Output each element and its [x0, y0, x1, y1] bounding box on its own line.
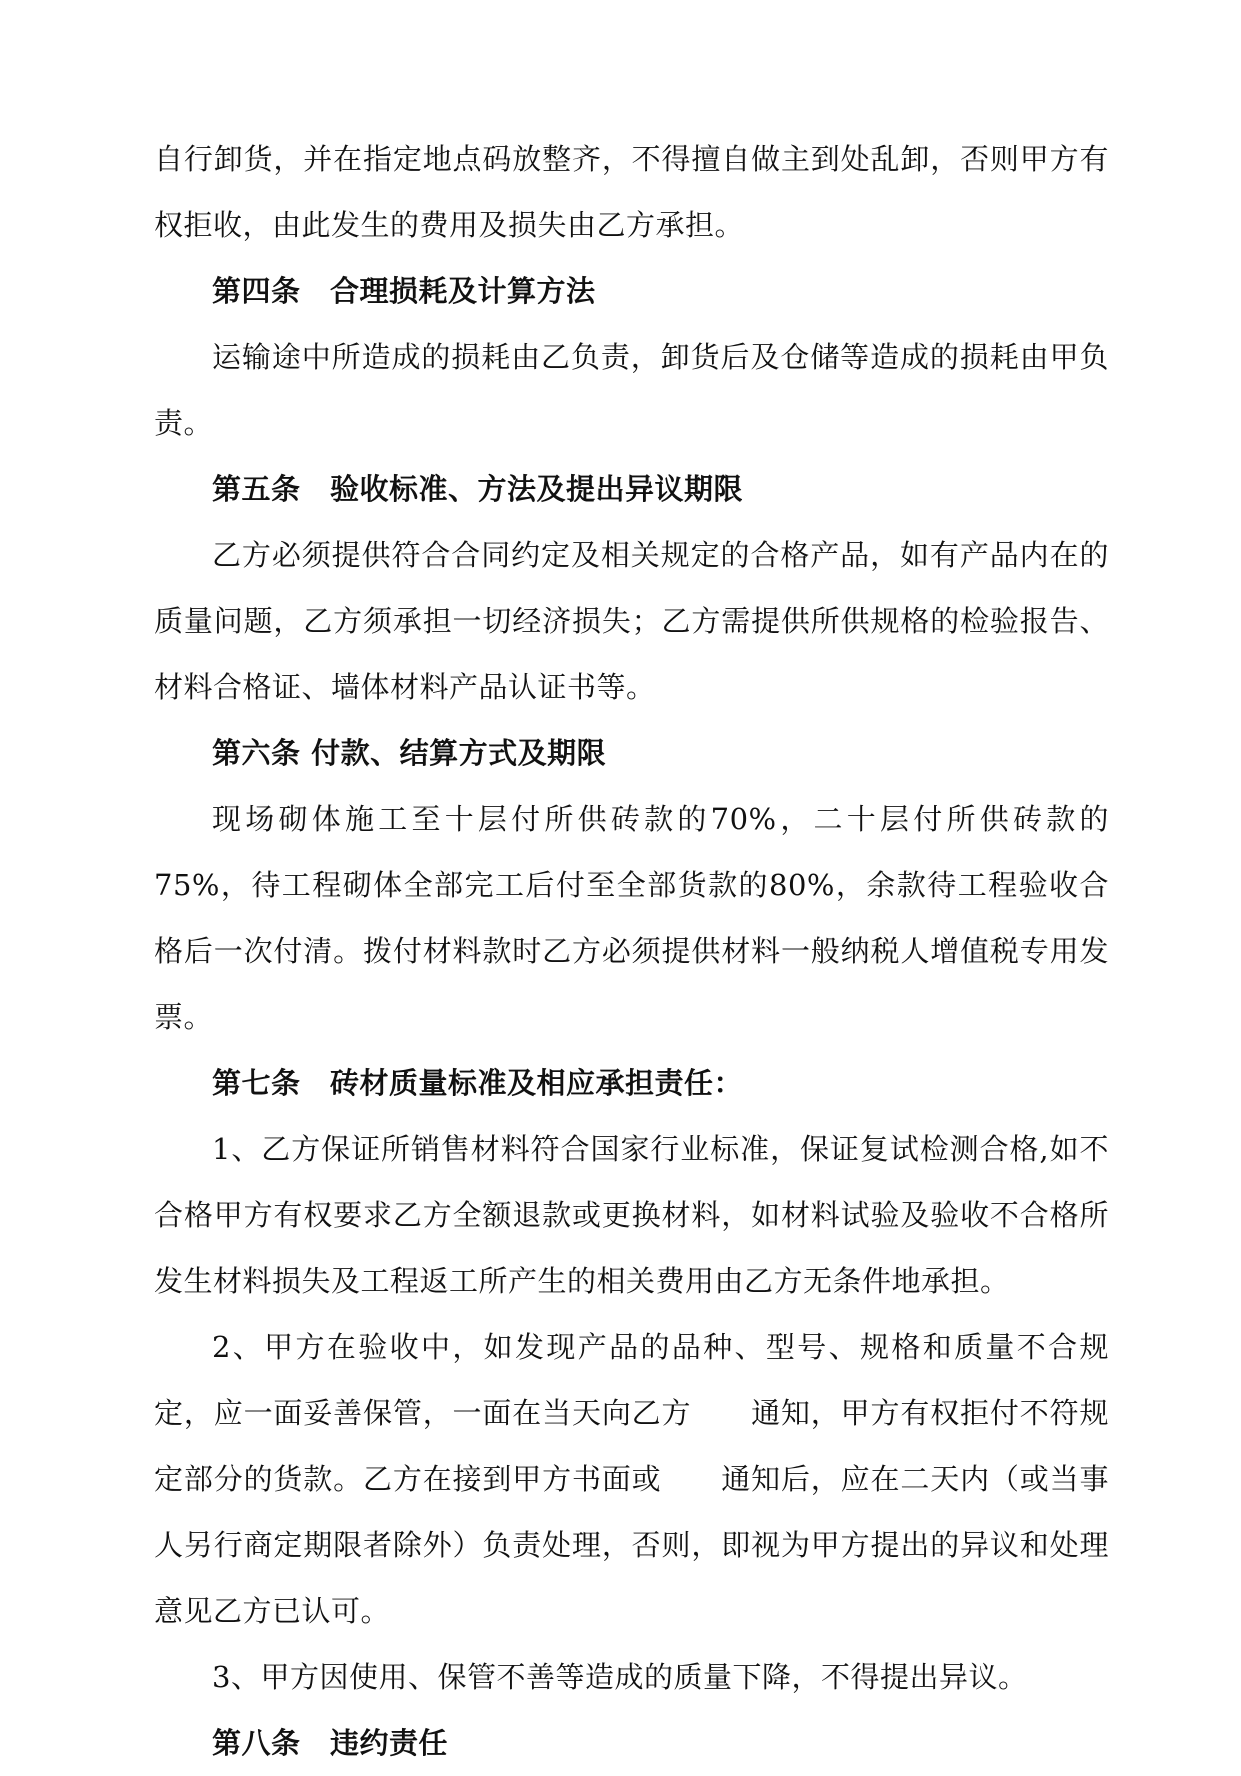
paragraph-acceptance-standard: 乙方必须提供符合合同约定及相关规定的合格产品，如有产品内在的质量问题，乙方须承担一切经济损失；乙方需提供所供规格的检验报告、材料合格证、墙体材料产品认证书等。	[154, 538, 1109, 704]
document-body	[154, 126, 1109, 1776]
heading-article-6: 第六条 付款、结算方式及期限	[212, 736, 607, 770]
paragraph-quality-clause-1: 1、乙方保证所销售材料符合国家行业标准，保证复试检测合格,如不合格甲方有权要求乙方全额退款或更换材料，如材料试验及验收不合格所发生材料损失及工程返工所产生的相关费用由乙方无条件地承担。	[154, 1132, 1109, 1298]
paragraph-quality-clause-3: 3、甲方因使用、保管不善等造成的质量下降，不得提出异议。	[212, 1660, 1028, 1694]
paragraph-unloading-continuation: 自行卸货，并在指定地点码放整齐，不得擅自做主到处乱卸，否则甲方有权拒收，由此发生的费用及损失由乙方承担。	[154, 142, 1109, 242]
heading-article-4: 第四条 合理损耗及计算方法	[212, 274, 596, 308]
heading-article-8: 第八条 违约责任	[212, 1726, 449, 1760]
paragraph-payment-terms: 现场砌体施工至十层付所供砖款的70%，二十层付所供砖款的75%，待工程砌体全部完工后付至全部货款的80%，余款待工程验收合格后一次付清。拨付材料款时乙方必须提供材料一般纳税人增值税专用发票。	[154, 802, 1109, 1034]
heading-article-5: 第五条 验收标准、方法及提出异议期限	[212, 472, 744, 506]
heading-article-7: 第七条 砖材质量标准及相应承担责任：	[212, 1066, 744, 1100]
paragraph-quality-clause-2: 2、甲方在验收中，如发现产品的品种、型号、规格和质量不合规定，应一面妥善保管，一面在当天向乙方 通知，甲方有权拒付不符规定部分的货款。乙方在接到甲方书面或 通知后，应在二天内（或当事人另行商定期限者除外）负责处理，否则，即视为甲方提出的异议和处理意见乙方已认可。	[154, 1330, 1109, 1628]
paragraph-loss-responsibility: 运输途中所造成的损耗由乙负责，卸货后及仓储等造成的损耗由甲负责。	[154, 340, 1109, 440]
